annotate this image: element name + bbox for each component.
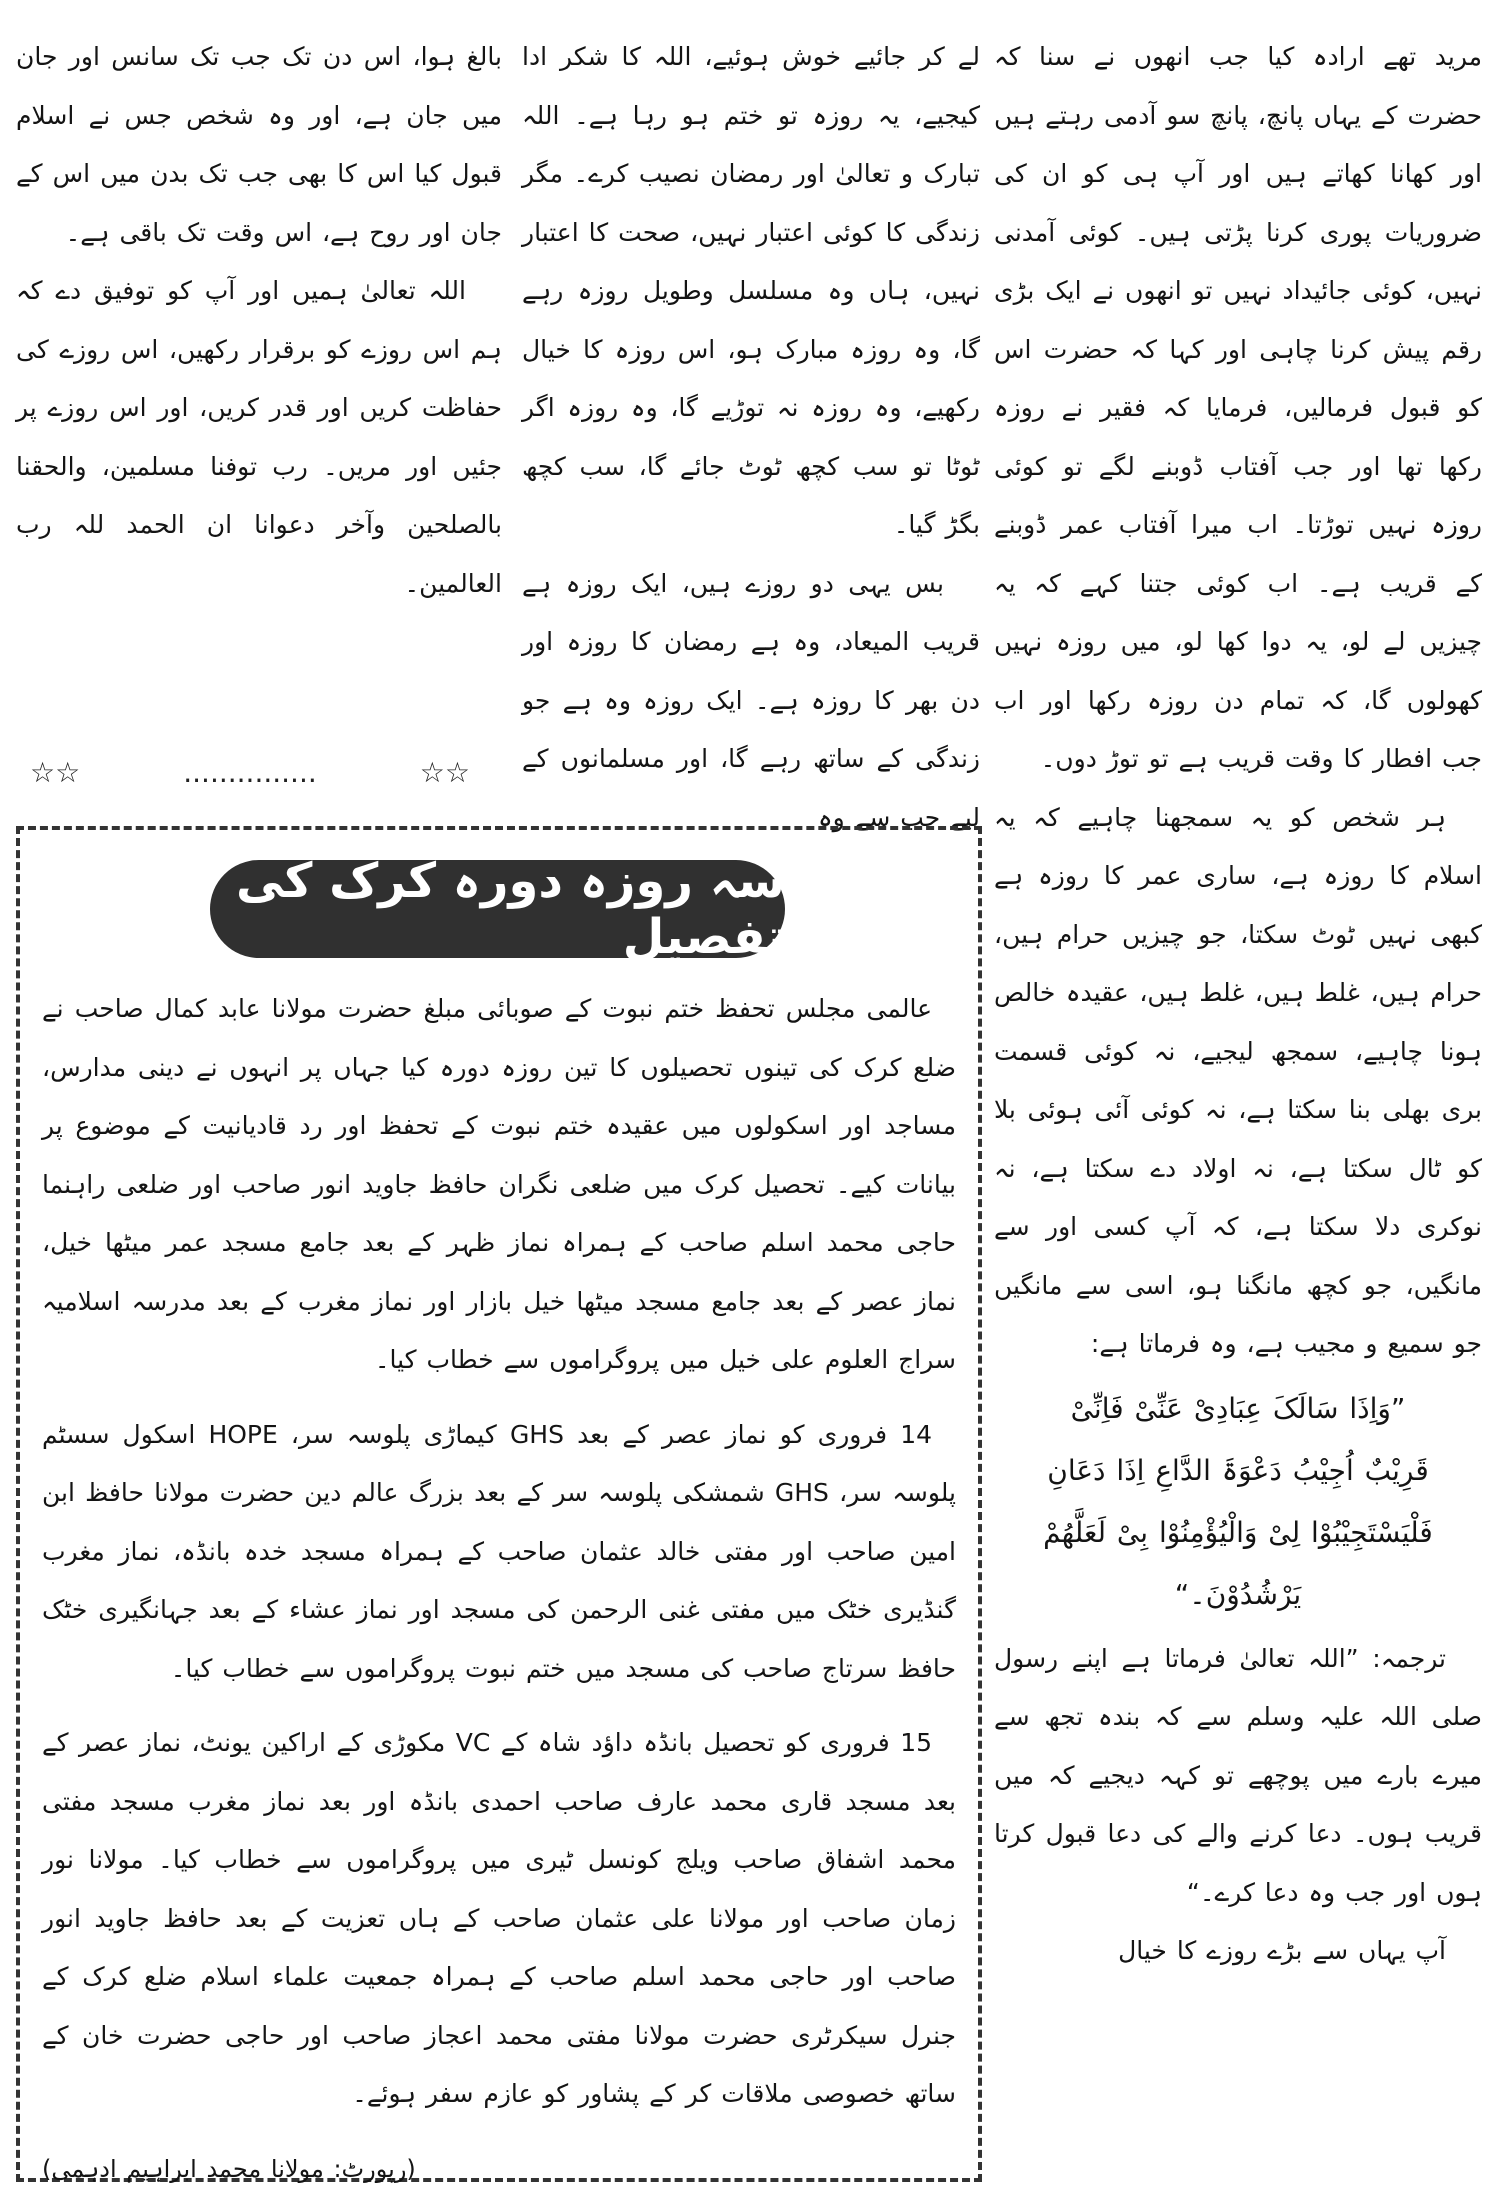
section-separator bbox=[30, 756, 470, 789]
article-paragraph-2: 14 فروری کو نماز عصر کے بعد GHS کیماڑی پلوسہ سر، HOPE اسکول سسٹم پلوسہ سر، GHS شمشکی پلوسہ سر کے بعد بزرگ عالم دین حضرت مولانا حافظ ابن امین صاحب اور مفتی خالد عثمان صاحب کے ہمراہ مسجد خدہ بانڈہ، نماز مغرب گنڈیری خٹک میں مفتی غنی الرحمن کی مسجد اور نماز عشاء کے بعد جہانگیری خٹک حافظ سرتاج صاحب کی مسجد میں ختم نبوت پروگراموں سے خطاب کیا۔ bbox=[42, 1419, 956, 1683]
middle-paragraph-2: بس یہی دو روزے ہیں، ایک روزہ ہے قریب المیعاد، وہ ہے رمضان کا روزہ اور دن بھر کا روزہ ہے۔ ایک روزہ وہ ہے جو زندگی کے ساتھ رہے گا، اور مسلمانوں کے لیے جب سے وہ bbox=[522, 568, 980, 832]
star-icon: ☆☆ bbox=[30, 756, 81, 789]
article-box bbox=[16, 826, 982, 2182]
star-icon: ☆☆ bbox=[419, 756, 470, 789]
separator-dots: ............... bbox=[183, 756, 317, 789]
quran-verse bbox=[994, 1374, 1482, 1630]
right-column bbox=[994, 28, 1482, 2188]
middle-column bbox=[522, 28, 980, 832]
left-column bbox=[16, 28, 502, 768]
article-title: سہ روزہ دورہ کرک کی تفصیل bbox=[235, 853, 785, 965]
report-credit: (رپورٹ: مولانا محمد ابراہیم ادہمی) bbox=[42, 2154, 416, 2183]
quran-line: فَلْیَسْتَجِیْبُوْا لِیْ وَالْیُؤْمِنُوْا بِیْ لَعَلَّھُمْ bbox=[1043, 1515, 1433, 1549]
quran-line: ”وَاِذَا سَالَکَ عِبَادِیْ عَنِّیْ فَاِنِّیْ bbox=[1070, 1391, 1406, 1425]
closing-line: آپ یہاں سے بڑے روزے کا خیال bbox=[1118, 1936, 1446, 1965]
article-body bbox=[42, 980, 956, 2198]
article-paragraph-3: 15 فروری کو تحصیل بانڈہ داؤد شاہ کے VC مکوڑی کے اراکین یونٹ، نماز عصر کے بعد مسجد قاری محمد عارف صاحب احمدی بانڈہ اور بعد نماز مغرب مسجد مفتی محمد اشفاق صاحب ویلج کونسل ٹیری میں پروگراموں سے خطاب کیا۔ مولانا نور زمان صاحب اور مولانا علی عثمان صاحب کے ہاں تعزیت کے بعد حافظ جاوید انور صاحب اور حاجی محمد اسلم صاحب کے ہمراہ جمعیت علماء اسلام ضلع کرک کے جنرل سیکرٹری حضرت مولانا مفتی محمد اعجاز صاحب اور حاجی حضرت خان کے ساتھ خصوصی ملاقات کر کے پشاور کو عازم سفر ہوئے۔ bbox=[42, 1728, 956, 2108]
middle-paragraph-1: لے کر جائیے خوش ہوئیے، اللہ کا شکر ادا کیجیے، یہ روزہ تو ختم ہو رہا ہے۔ اللہ تبارک و تعالیٰ اور رمضان نصیب کرے۔ مگر زندگی کا کوئی اعتبار نہیں، صحت کا اعتبار نہیں، ہاں وہ مسلسل وطویل روزہ رہے گا، وہ روزہ مبارک ہو، اس روزہ کا خیال رکھیے، وہ روزہ نہ توڑیے گا، وہ روزہ اگر ٹوٹا تو سب کچھ ٹوٹ جائے گا، سب کچھ بگڑ گیا۔ bbox=[522, 42, 980, 539]
right-paragraph-2: ہر شخص کو یہ سمجھنا چاہیے کہ یہ اسلام کا روزہ ہے، ساری عمر کا روزہ ہے کبھی نہیں ٹوٹ سکتا، جو چیزیں حرام ہیں، حرام ہیں، غلط ہیں، غلط ہیں، عقیدہ خالص ہونا چاہیے، سمجھ لیجیے، نہ کوئی قسمت بری بھلی بنا سکتا ہے، نہ کوئی آئی ہوئی بلا کو ٹال سکتا ہے، نہ اولاد دے سکتا ہے، نہ نوکری دلا سکتا ہے، کہ آپ کسی اور سے مانگیں، جو کچھ مانگنا ہو، اسی سے مانگیں جو سمیع و مجیب ہے، وہ فرماتا ہے: bbox=[994, 802, 1482, 1358]
left-paragraph-2: اللہ تعالیٰ ہمیں اور آپ کو توفیق دے کہ ہم اس روزے کو برقرار رکھیں، اس روزے کی حفاظت کریں اور قدر کریں، اور اس روزے پر جئیں اور مریں۔ رب توفنا مسلمین، والحقنا بالصلحین وآخر دعوانا ان الحمد للہ رب العالمین۔ bbox=[16, 276, 502, 598]
report-credit-line bbox=[42, 2140, 956, 2199]
quran-line: یَرْشُدُوْنَ۔“ bbox=[1174, 1577, 1302, 1611]
article-paragraph-1: عالمی مجلس تحفظ ختم نبوت کے صوبائی مبلغ حضرت مولانا عابد کمال صاحب نے ضلع کرک کی تینوں تحصیلوں کا تین روزہ دورہ کیا جہاں پر انہوں نے دینی مدارس، مساجد اور اسکولوں میں عقیدہ ختم نبوت کے تحفظ اور رد قادیانیت کے موضوع پر بیانات کیے۔ تحصیل کرک میں ضلعی نگران حافظ جاوید انور صاحب اور ضلعی راہنما حاجی محمد اسلم صاحب کے ہمراہ نماز ظہر کے بعد جامع مسجد عمر میٹھا خیل، نماز عصر کے بعد جامع مسجد میٹھا خیل بازار اور نماز مغرب کے بعد مدرسہ اسلامیہ سراج العلوم علی خیل میں پروگراموں سے خطاب کیا۔ bbox=[42, 994, 956, 1374]
quran-line: قَرِیْبٌ اُجِیْبُ دَعْوَۃَ الدَّاعِ اِذَا دَعَانِ bbox=[1047, 1453, 1429, 1487]
right-paragraph-1: مرید تھے ارادہ کیا جب انھوں نے سنا کہ حضرت کے یہاں پانچ، پانچ سو آدمی رہتے ہیں اور کھانا کھاتے ہیں اور آپ ہی کو ان کی ضروریات پوری کرنا پڑتی ہیں۔ کوئی آمدنی نہیں، کوئی جائیداد نہیں تو انھوں نے ایک بڑی رقم پیش کرنا چاہی اور کہا کہ حضرت اس کو قبول فرمالیں، فرمایا کہ فقیر نے روزہ رکھا تھا اور جب آفتاب ڈوبنے لگے تو کوئی روزہ نہیں توڑتا۔ اب میرا آفتاب عمر ڈوبنے کے قریب ہے۔ اب کوئی جتنا کہے کہ یہ چیزیں لے لو، یہ دوا کھا لو، میں روزہ نہیں کھولوں گا، کہ تمام دن روزہ رکھا اور اب جب افطار کا وقت قریب ہے تو توڑ دوں۔ bbox=[994, 42, 1482, 773]
translation-paragraph: ترجمہ: ”اللہ تعالیٰ فرماتا ہے اپنے رسول صلی اللہ علیہ وسلم سے کہ بندہ تجھ سے میرے بارے میں پوچھے تو کہہ دیجیے کہ میں قریب ہوں۔ دعا کرنے والے کی دعا قبول کرتا ہوں اور جب وہ دعا کرے۔“ bbox=[994, 1643, 1482, 1907]
article-title-banner bbox=[210, 853, 785, 965]
left-paragraph-1: بالغ ہوا، اس دن تک جب تک سانس اور جان میں جان ہے، اور وہ شخص جس نے اسلام قبول کیا اس کا بھی جب تک بدن میں اس کے جان اور روح ہے، اس وقت تک باقی ہے۔ bbox=[16, 42, 502, 247]
